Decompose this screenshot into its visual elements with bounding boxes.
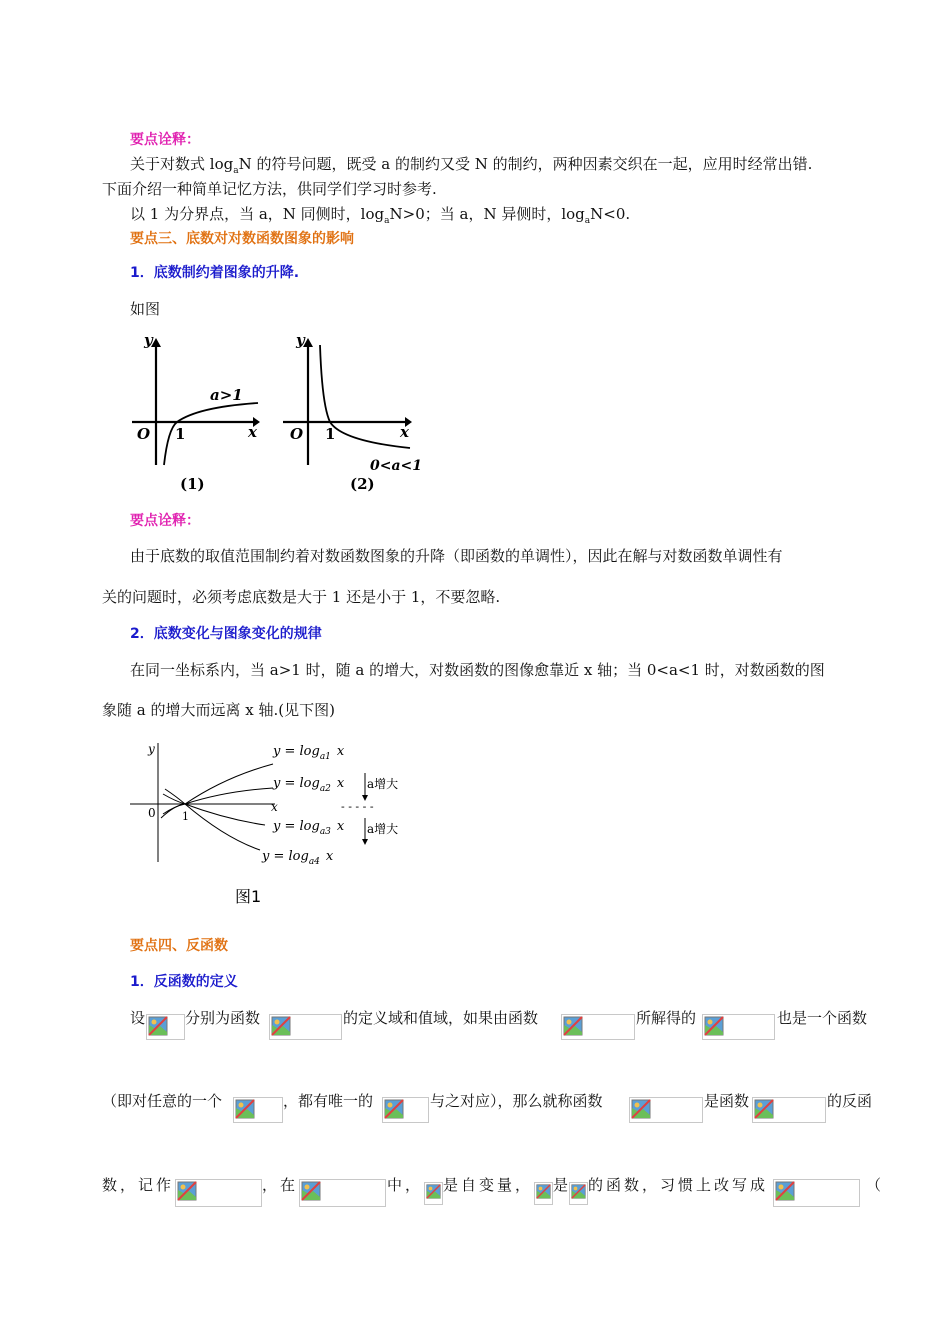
fig3-dashes: - - - - - [341,800,374,813]
fig2-a-label: 0<a<1 [370,458,423,474]
r3-t5: 的函数，习惯上改写成 [588,1176,769,1194]
fig3-arrow1-label: a增大 [367,777,399,791]
r3-t0: 数，记作 [102,1176,175,1194]
r1-t4: 也是一个函数 [777,1009,868,1027]
broken-image-icon [534,1182,553,1205]
fig1-y-label: y [144,331,153,349]
note-heading-2: 要点诠释： [130,513,200,529]
fig1-caption: (1) [180,475,205,493]
broken-image-icon [424,1182,443,1205]
note-heading-1: 要点诠释： [130,132,200,148]
r3-t1: ，在 [262,1176,299,1194]
note1-line3: 以 1 为分界点，当 a，N 同侧时，$\log_aN>0$；当 a，N 异侧时，$\log_aN<0$. [130,205,631,226]
broken-image-icon [569,1182,588,1205]
r1-t1: 分别为函数 [185,1009,261,1027]
fig2-x-label: x [400,423,409,441]
section3-heading: 要点三、底数对对数函数图象的影响 [130,231,354,247]
section3-sub2: 2．底数变化与图象变化的规律 [130,626,322,642]
fig3-arrow2-head [362,839,368,845]
broken-image-icon [382,1097,429,1123]
fig3-zero: 0 [148,806,156,820]
r3-t2: 中， [387,1176,424,1194]
fig3-eq3: $y = \log_{a3} x$ [273,819,345,837]
r2-t4: 的反函 [827,1092,873,1110]
broken-image-icon [146,1014,185,1040]
note1-line1: 关于对数式 $\log_aN$ 的符号问题，既受 a 的制约又受 N 的制约，两种因素交织在一起，应用时经常出错. [130,155,813,176]
section4-sub1: 1．反函数的定义 [130,974,238,990]
fig2-one: 1 [325,425,336,443]
fig2-y-label: y [296,331,305,349]
fig3-eq1: $y = \log_{a1} x$ [273,744,345,762]
para-line2: 象随 a 的增大而远离 x 轴.(见下图) [102,701,335,719]
broken-image-icon [233,1097,283,1123]
r2-t0: （即对任意的一个 [102,1092,223,1110]
r3-t4: 是 [553,1176,569,1194]
fig1-a-label: a>1 [210,386,243,404]
section3-sub1: 1．底数制约着图象的升降. [130,265,300,281]
r1-t3: 所解得的 [636,1009,697,1027]
r1-t0: 设 [130,1009,146,1027]
r3-t3: 是自变量， [443,1176,534,1194]
r2-t3: 是函数 [704,1092,750,1110]
fig3-x-label: x [271,800,278,814]
fig3-curve-a4 [165,789,260,850]
log-family-figure [125,735,415,915]
section4-heading: 要点四、反函数 [130,938,228,954]
fig3-curve-a1 [161,764,273,818]
note2-line1: 由于底数的取值范围制约着对数函数图象的升降（即函数的单调性），因此在解与对数函数单调性有 [130,547,783,565]
r2-t1: ，都有唯一的 [283,1092,374,1110]
broken-image-icon [299,1179,386,1207]
fig3-eq4: $y = \log_{a4} x$ [262,849,334,867]
fig1-x-label: x [248,423,257,441]
note2-line2: 关的问题时，必须考虑底数是大于 1 还是小于 1，不要忽略. [102,588,501,606]
r3-t6: （ [866,1176,882,1194]
broken-image-icon [561,1014,635,1040]
fig3-one: 1 [182,810,189,823]
broken-image-icon [175,1179,262,1207]
fig2-origin: O [290,425,304,443]
fig3-curve-a2 [163,788,273,814]
fig2-caption: (2) [350,475,375,493]
broken-image-icon [269,1014,342,1040]
note1-line2: 下面介绍一种简单记忆方法，供同学们学习时参考. [102,180,437,198]
broken-image-icon [702,1014,775,1040]
fig3-caption: 图1 [235,887,262,906]
r1-t2: 的定义域和值域，如果由函数 [343,1009,539,1027]
para-line1: 在同一坐标系内，当 a>1 时，随 a 的增大，对数函数的图像愈靠近 x 轴；当 0<a<1 时，对数函数的图 [130,661,825,679]
broken-image-icon [629,1097,703,1123]
rutu-label: 如图 [130,300,161,318]
fig1-one: 1 [175,425,186,443]
r2-t2: 与之对应），那么就称函数 [430,1092,603,1110]
fig3-eq2: $y = \log_{a2} x$ [273,776,345,794]
fig1-origin: O [137,425,151,443]
fig3-arrow2-label: a增大 [367,822,399,836]
broken-image-icon [752,1097,826,1123]
fig3-y-label: y [148,742,155,756]
log-graphs-figure [120,325,430,497]
broken-image-icon [773,1179,860,1207]
